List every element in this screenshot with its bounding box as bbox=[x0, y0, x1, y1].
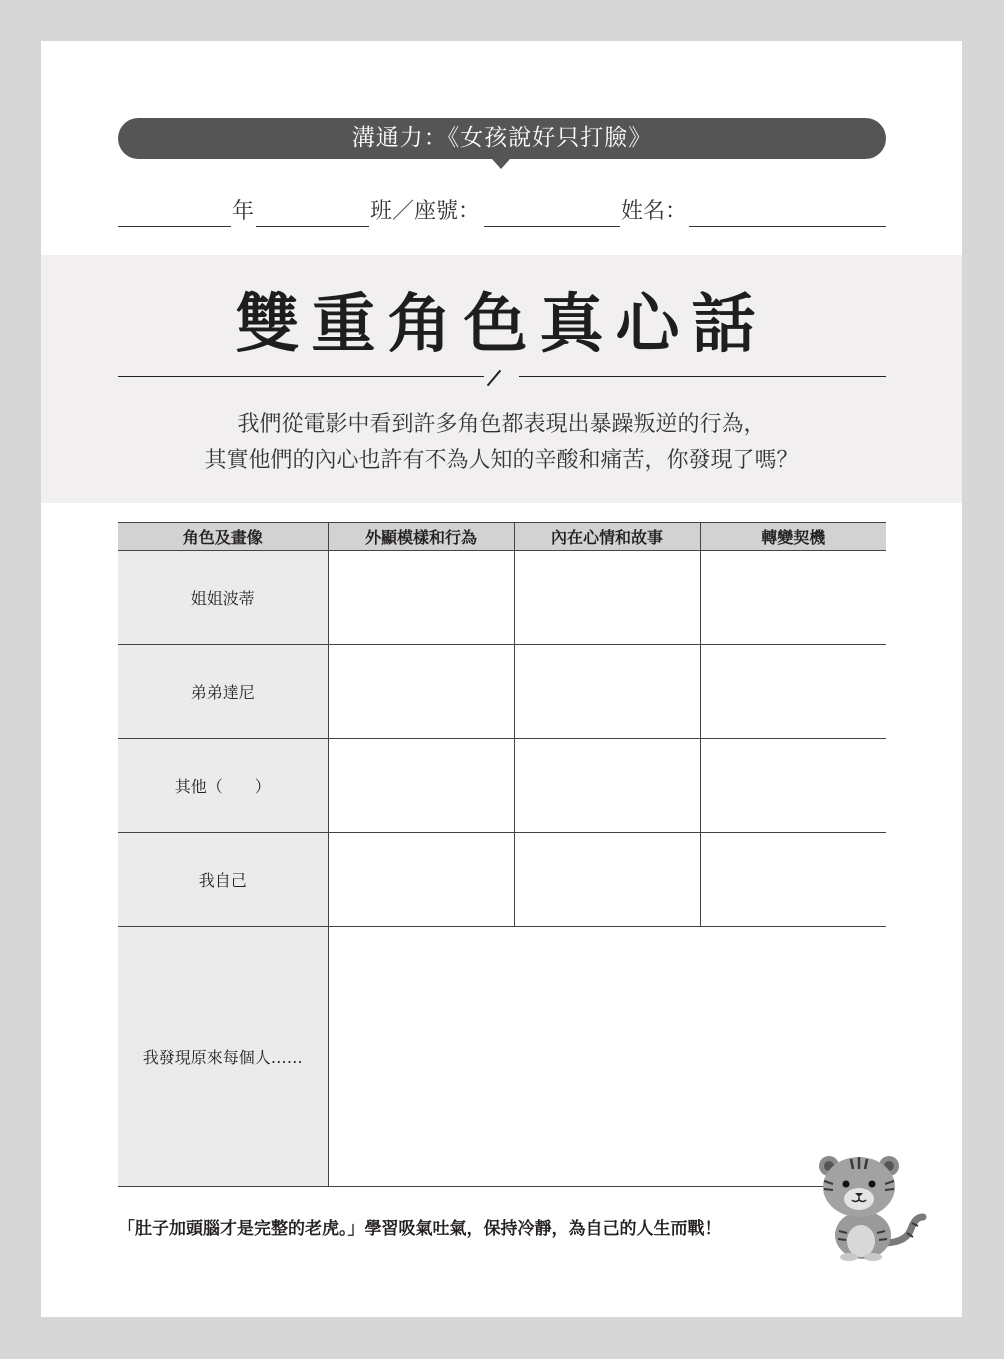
answer-cell[interactable] bbox=[700, 833, 886, 927]
character-table bbox=[118, 522, 886, 1187]
table-row bbox=[118, 551, 886, 645]
tiger-icon bbox=[811, 1151, 931, 1261]
answer-cell[interactable] bbox=[700, 645, 886, 739]
banner-pointer bbox=[492, 159, 510, 169]
summary-label: 我發現原來每個人…… bbox=[118, 927, 328, 1187]
footer-quote: 「肚子加頭腦才是完整的老虎。」學習吸氣吐氣，保持冷靜，為自己的人生而戰！ bbox=[118, 1219, 722, 1239]
title-divider-right bbox=[519, 376, 886, 377]
name-label: 姓名： bbox=[621, 199, 688, 224]
topic-banner: 溝通力：《女孩說好只打臉》 bbox=[118, 118, 886, 159]
answer-cell[interactable] bbox=[514, 739, 700, 833]
table-row bbox=[118, 739, 886, 833]
answer-cell[interactable] bbox=[328, 645, 514, 739]
table-row bbox=[118, 645, 886, 739]
class-blank[interactable] bbox=[256, 226, 369, 227]
name-blank[interactable] bbox=[689, 226, 886, 227]
class-seat-label: 班／座號： bbox=[370, 199, 481, 224]
worksheet-page bbox=[41, 41, 962, 1317]
header-outward: 外顯模樣和行為 bbox=[328, 523, 514, 551]
title-divider-left bbox=[118, 376, 484, 377]
row-label-myself: 我自己 bbox=[118, 833, 328, 927]
worksheet-title: 雙重角色真心話 bbox=[235, 288, 768, 362]
answer-cell[interactable] bbox=[328, 739, 514, 833]
answer-cell[interactable] bbox=[328, 833, 514, 927]
year-blank[interactable] bbox=[118, 226, 231, 227]
answer-cell[interactable] bbox=[514, 645, 700, 739]
header-inner: 內在心情和故事 bbox=[514, 523, 700, 551]
header-character: 角色及畫像 bbox=[118, 523, 328, 551]
summary-row bbox=[118, 927, 886, 1187]
year-label: 年 bbox=[232, 199, 255, 224]
answer-cell[interactable] bbox=[328, 551, 514, 645]
row-label-sister: 姐姐波蒂 bbox=[118, 551, 328, 645]
answer-cell[interactable] bbox=[514, 551, 700, 645]
answer-cell[interactable] bbox=[514, 833, 700, 927]
intro-text bbox=[41, 407, 962, 479]
answer-cell[interactable] bbox=[700, 551, 886, 645]
intro-line-1: 我們從電影中看到許多角色都表現出暴躁叛逆的行為， bbox=[237, 412, 766, 437]
row-label-other: 其他（ ） bbox=[118, 739, 328, 833]
intro-line-2: 其實他們的內心也許有不為人知的辛酸和痛苦，你發現了嗎？ bbox=[204, 448, 799, 473]
student-info-row bbox=[118, 195, 886, 227]
summary-answer-cell[interactable] bbox=[328, 927, 886, 1187]
header-turning-point: 轉變契機 bbox=[700, 523, 886, 551]
title-band bbox=[41, 255, 962, 503]
seat-blank[interactable] bbox=[484, 226, 620, 227]
answer-cell[interactable] bbox=[700, 739, 886, 833]
table-row bbox=[118, 833, 886, 927]
divider-slash bbox=[487, 370, 501, 387]
row-label-brother: 弟弟達尼 bbox=[118, 645, 328, 739]
